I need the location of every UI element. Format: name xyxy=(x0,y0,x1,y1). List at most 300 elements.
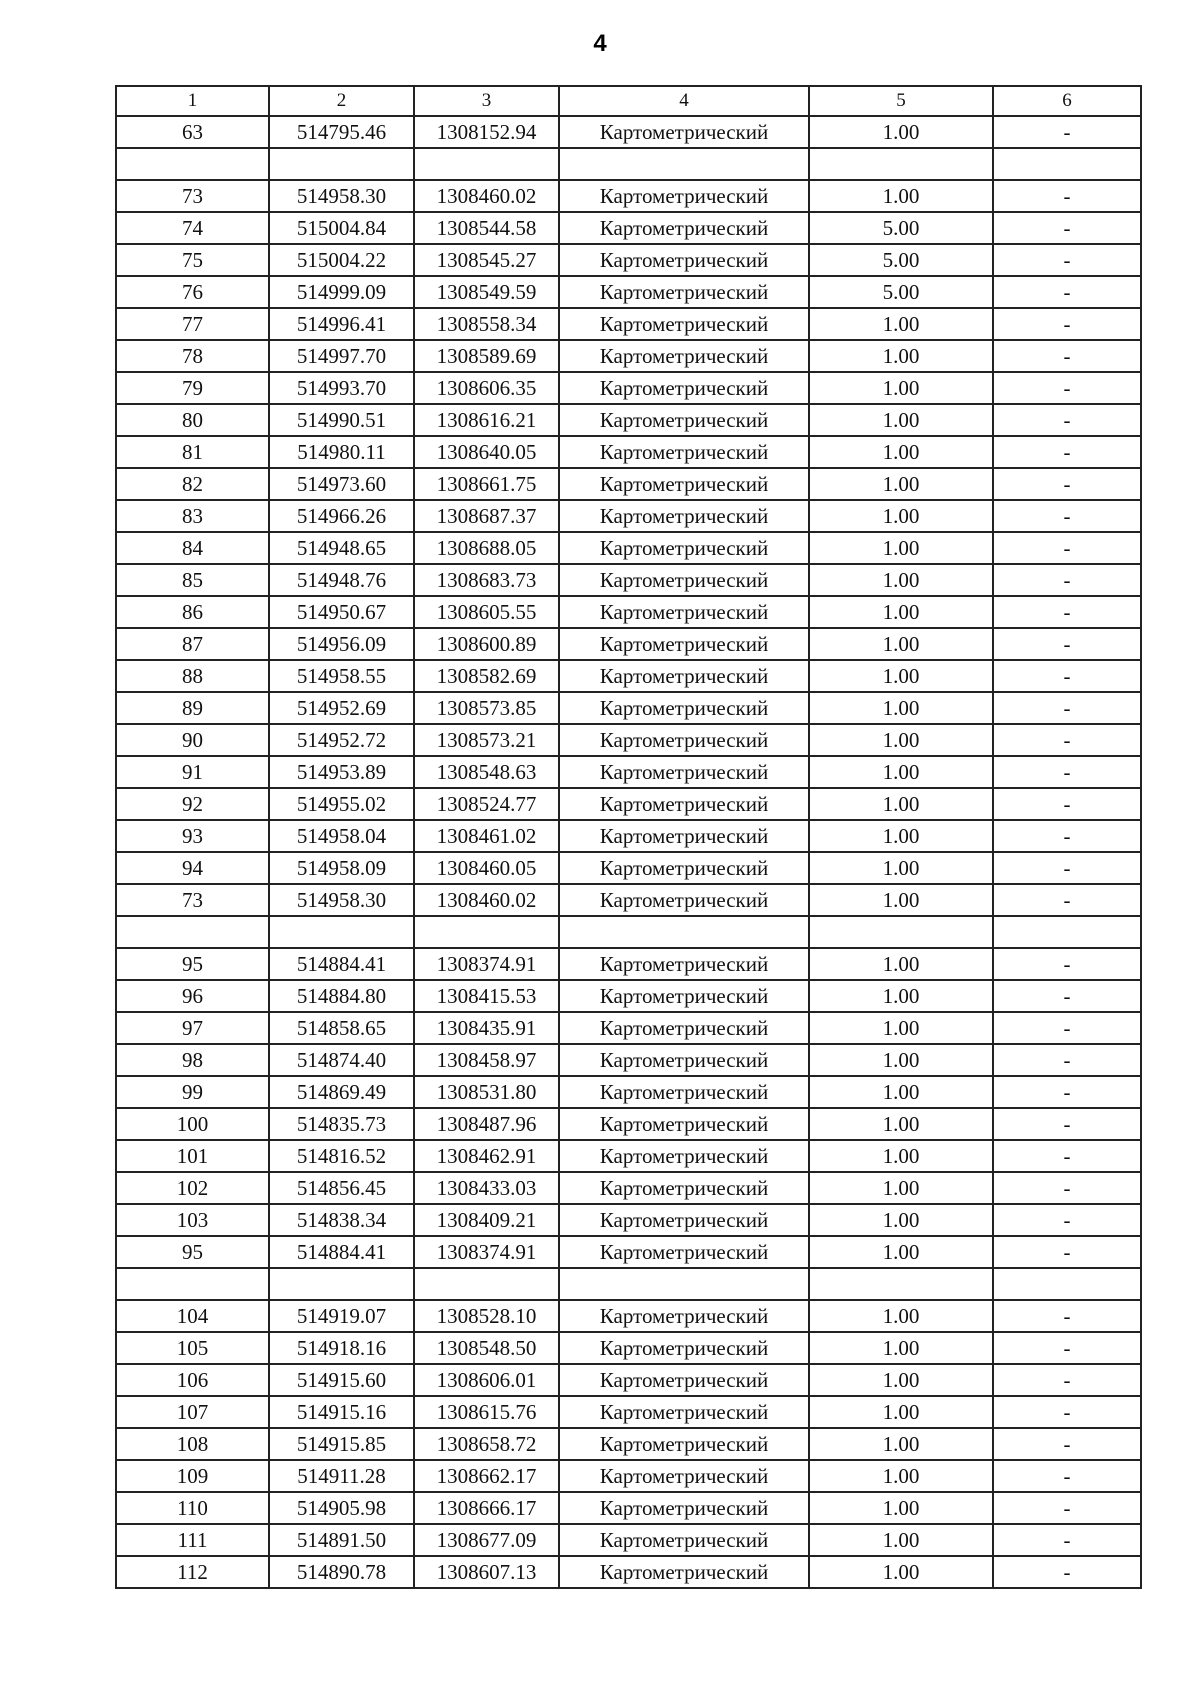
table-cell: Картометрический xyxy=(559,820,809,852)
table-cell: 74 xyxy=(116,212,269,244)
table-cell: 82 xyxy=(116,468,269,500)
table-cell: 514980.11 xyxy=(269,436,414,468)
table-cell: 1.00 xyxy=(809,1556,993,1588)
table-cell: 96 xyxy=(116,980,269,1012)
table-cell: 77 xyxy=(116,308,269,340)
table-cell: 514911.28 xyxy=(269,1460,414,1492)
table-cell: 75 xyxy=(116,244,269,276)
separator-row xyxy=(116,148,1141,180)
table-cell: 1.00 xyxy=(809,532,993,564)
table-cell: Картометрический xyxy=(559,1012,809,1044)
table-cell: 103 xyxy=(116,1204,269,1236)
table-cell: 107 xyxy=(116,1396,269,1428)
table-cell: Картометрический xyxy=(559,500,809,532)
table-cell: 514915.16 xyxy=(269,1396,414,1428)
column-header: 2 xyxy=(269,86,414,116)
table-cell: 5.00 xyxy=(809,276,993,308)
table-cell: - xyxy=(993,564,1141,596)
table-cell xyxy=(116,148,269,180)
table-cell: 87 xyxy=(116,628,269,660)
table-cell: Картометрический xyxy=(559,756,809,788)
table-cell: 1.00 xyxy=(809,500,993,532)
table-cell: 84 xyxy=(116,532,269,564)
table-cell: 514997.70 xyxy=(269,340,414,372)
table-cell: Картометрический xyxy=(559,308,809,340)
table-cell: 1308615.76 xyxy=(414,1396,559,1428)
table-cell: 1.00 xyxy=(809,628,993,660)
table-cell: 1308433.03 xyxy=(414,1172,559,1204)
table-cell: 1308528.10 xyxy=(414,1300,559,1332)
table-cell: 85 xyxy=(116,564,269,596)
table-cell: - xyxy=(993,1300,1141,1332)
table-row xyxy=(116,340,1141,372)
table-cell: 1.00 xyxy=(809,724,993,756)
table-cell: 1.00 xyxy=(809,852,993,884)
table-cell: 99 xyxy=(116,1076,269,1108)
table-cell: 109 xyxy=(116,1460,269,1492)
table-cell: 514884.41 xyxy=(269,1236,414,1268)
table-cell: - xyxy=(993,1044,1141,1076)
table-cell: Картометрический xyxy=(559,372,809,404)
table-cell xyxy=(559,916,809,948)
table-cell: 514869.49 xyxy=(269,1076,414,1108)
table-cell: Картометрический xyxy=(559,532,809,564)
table-cell: 1.00 xyxy=(809,948,993,980)
table-cell: - xyxy=(993,1364,1141,1396)
table-cell: 1308549.59 xyxy=(414,276,559,308)
table-cell: 514950.67 xyxy=(269,596,414,628)
table-cell: 514858.65 xyxy=(269,1012,414,1044)
table-cell: Картометрический xyxy=(559,1556,809,1588)
table-header-row xyxy=(116,86,1141,116)
table-cell: - xyxy=(993,692,1141,724)
table-cell: Картометрический xyxy=(559,1300,809,1332)
table-cell: 106 xyxy=(116,1364,269,1396)
table-cell: 1.00 xyxy=(809,788,993,820)
table-cell: 1308152.94 xyxy=(414,116,559,148)
table-row xyxy=(116,1012,1141,1044)
table-cell: Картометрический xyxy=(559,116,809,148)
table-cell: 514958.09 xyxy=(269,852,414,884)
table-cell: - xyxy=(993,532,1141,564)
table-cell: 1308531.80 xyxy=(414,1076,559,1108)
page-number: 4 xyxy=(593,30,607,57)
table-cell: Картометрический xyxy=(559,436,809,468)
table-cell: 1.00 xyxy=(809,1172,993,1204)
table-cell: 514890.78 xyxy=(269,1556,414,1588)
table-cell: 514891.50 xyxy=(269,1524,414,1556)
table-cell: Картометрический xyxy=(559,692,809,724)
table-cell: 514990.51 xyxy=(269,404,414,436)
table-cell: - xyxy=(993,1172,1141,1204)
table-cell: 514905.98 xyxy=(269,1492,414,1524)
table-cell: Картометрический xyxy=(559,852,809,884)
table-cell: 1308640.05 xyxy=(414,436,559,468)
table-cell: 515004.84 xyxy=(269,212,414,244)
table-cell: 514835.73 xyxy=(269,1108,414,1140)
table-cell: 1308600.89 xyxy=(414,628,559,660)
table-cell: 1308606.35 xyxy=(414,372,559,404)
table-cell: 1.00 xyxy=(809,692,993,724)
table-cell: Картометрический xyxy=(559,1236,809,1268)
table-cell: 73 xyxy=(116,884,269,916)
table-row xyxy=(116,1396,1141,1428)
table-row xyxy=(116,884,1141,916)
table-cell: 1.00 xyxy=(809,1076,993,1108)
table-cell: 95 xyxy=(116,1236,269,1268)
table-cell: 1.00 xyxy=(809,1364,993,1396)
table-row xyxy=(116,1044,1141,1076)
table-cell: 1308687.37 xyxy=(414,500,559,532)
table-cell: 514919.07 xyxy=(269,1300,414,1332)
table-cell: - xyxy=(993,724,1141,756)
table-cell: Картометрический xyxy=(559,884,809,916)
table-cell: 514958.30 xyxy=(269,884,414,916)
table-row xyxy=(116,1076,1141,1108)
table-cell: 108 xyxy=(116,1428,269,1460)
table-cell: 1.00 xyxy=(809,980,993,1012)
table-row xyxy=(116,1140,1141,1172)
table-cell: 1308524.77 xyxy=(414,788,559,820)
table-cell: 1308658.72 xyxy=(414,1428,559,1460)
table-cell: - xyxy=(993,340,1141,372)
table-row xyxy=(116,436,1141,468)
table-row xyxy=(116,852,1141,884)
table-row xyxy=(116,244,1141,276)
table-cell: 1308374.91 xyxy=(414,948,559,980)
table-cell: 101 xyxy=(116,1140,269,1172)
table-cell: 1308545.27 xyxy=(414,244,559,276)
table-cell: 1308460.02 xyxy=(414,180,559,212)
table-cell: 102 xyxy=(116,1172,269,1204)
table-cell: - xyxy=(993,596,1141,628)
table-cell: Картометрический xyxy=(559,1460,809,1492)
column-header: 5 xyxy=(809,86,993,116)
table-row xyxy=(116,660,1141,692)
table-cell: 92 xyxy=(116,788,269,820)
table-cell: - xyxy=(993,1332,1141,1364)
table-row xyxy=(116,276,1141,308)
table-cell: - xyxy=(993,1236,1141,1268)
table-cell: Картометрический xyxy=(559,948,809,980)
table-cell: 86 xyxy=(116,596,269,628)
table-cell: - xyxy=(993,1524,1141,1556)
table-row xyxy=(116,1172,1141,1204)
table-cell xyxy=(809,916,993,948)
table-cell: 1308589.69 xyxy=(414,340,559,372)
table-cell: 89 xyxy=(116,692,269,724)
table-cell: Картометрический xyxy=(559,1332,809,1364)
table-cell xyxy=(809,148,993,180)
table-cell: 514993.70 xyxy=(269,372,414,404)
table-cell xyxy=(559,1268,809,1300)
table-cell: 1.00 xyxy=(809,756,993,788)
table-cell: 514884.41 xyxy=(269,948,414,980)
table-cell: Картометрический xyxy=(559,404,809,436)
table-cell xyxy=(809,1268,993,1300)
table-cell: 514958.55 xyxy=(269,660,414,692)
table-row xyxy=(116,820,1141,852)
table-cell: 80 xyxy=(116,404,269,436)
table-cell xyxy=(993,148,1141,180)
table-cell: 1.00 xyxy=(809,884,993,916)
table-cell: 1308461.02 xyxy=(414,820,559,852)
table-cell: - xyxy=(993,1012,1141,1044)
column-header: 3 xyxy=(414,86,559,116)
table-cell: 1308677.09 xyxy=(414,1524,559,1556)
table-cell: Картометрический xyxy=(559,724,809,756)
table-cell xyxy=(993,1268,1141,1300)
table-body xyxy=(116,86,1141,1588)
table-cell: 1308458.97 xyxy=(414,1044,559,1076)
table-cell: - xyxy=(993,1492,1141,1524)
table-cell: 105 xyxy=(116,1332,269,1364)
table-cell: 515004.22 xyxy=(269,244,414,276)
table-cell: 514966.26 xyxy=(269,500,414,532)
table-cell: 1308683.73 xyxy=(414,564,559,596)
table-cell: 1.00 xyxy=(809,404,993,436)
table-cell: 514948.76 xyxy=(269,564,414,596)
table-cell: Картометрический xyxy=(559,244,809,276)
table-cell xyxy=(116,1268,269,1300)
table-cell: 1.00 xyxy=(809,1300,993,1332)
table-cell: - xyxy=(993,308,1141,340)
table-row xyxy=(116,788,1141,820)
table-cell: 514918.16 xyxy=(269,1332,414,1364)
table-cell: - xyxy=(993,1108,1141,1140)
table-cell: 1308607.13 xyxy=(414,1556,559,1588)
table-cell: 1.00 xyxy=(809,596,993,628)
table-cell: Картометрический xyxy=(559,1396,809,1428)
table-cell: - xyxy=(993,852,1141,884)
table-cell: 514952.69 xyxy=(269,692,414,724)
table-cell: 1308573.85 xyxy=(414,692,559,724)
table-cell: 73 xyxy=(116,180,269,212)
table-cell: Картометрический xyxy=(559,660,809,692)
table-cell: 1308409.21 xyxy=(414,1204,559,1236)
table-cell: 76 xyxy=(116,276,269,308)
table-cell: 1308435.91 xyxy=(414,1012,559,1044)
table-cell xyxy=(414,1268,559,1300)
table-cell: 1.00 xyxy=(809,116,993,148)
table-cell: 5.00 xyxy=(809,244,993,276)
table-cell: - xyxy=(993,1396,1141,1428)
table-cell: 1.00 xyxy=(809,1524,993,1556)
table-cell: - xyxy=(993,500,1141,532)
table-cell: 514948.65 xyxy=(269,532,414,564)
table-cell xyxy=(269,916,414,948)
table-cell: 88 xyxy=(116,660,269,692)
table-cell xyxy=(269,1268,414,1300)
table-row xyxy=(116,1492,1141,1524)
table-cell: 514956.09 xyxy=(269,628,414,660)
table-cell: - xyxy=(993,436,1141,468)
table-cell xyxy=(993,916,1141,948)
table-cell: 104 xyxy=(116,1300,269,1332)
table-row xyxy=(116,1300,1141,1332)
table-cell: 1308374.91 xyxy=(414,1236,559,1268)
table-cell: Картометрический xyxy=(559,1428,809,1460)
table-cell: - xyxy=(993,276,1141,308)
table-cell: 1308548.50 xyxy=(414,1332,559,1364)
table-cell: 100 xyxy=(116,1108,269,1140)
table-cell: Картометрический xyxy=(559,1140,809,1172)
table-row xyxy=(116,372,1141,404)
table-cell: 111 xyxy=(116,1524,269,1556)
table-cell xyxy=(559,148,809,180)
table-cell: 1.00 xyxy=(809,372,993,404)
table-cell: - xyxy=(993,884,1141,916)
table-cell: - xyxy=(993,404,1141,436)
table-cell: 94 xyxy=(116,852,269,884)
table-cell: - xyxy=(993,1556,1141,1588)
table-cell: - xyxy=(993,1460,1141,1492)
table-cell: 514816.52 xyxy=(269,1140,414,1172)
table-cell: Картометрический xyxy=(559,180,809,212)
table-cell: 1308487.96 xyxy=(414,1108,559,1140)
table-cell: Картометрический xyxy=(559,1076,809,1108)
table-row xyxy=(116,116,1141,148)
table-cell: - xyxy=(993,788,1141,820)
table-cell: - xyxy=(993,980,1141,1012)
table-row xyxy=(116,692,1141,724)
table-cell: 514953.89 xyxy=(269,756,414,788)
table-cell: - xyxy=(993,1204,1141,1236)
table-cell: - xyxy=(993,628,1141,660)
table-cell: 1308460.05 xyxy=(414,852,559,884)
table-cell: - xyxy=(993,180,1141,212)
table-cell xyxy=(269,148,414,180)
column-header: 6 xyxy=(993,86,1141,116)
table-cell: 514999.09 xyxy=(269,276,414,308)
table-cell: - xyxy=(993,1140,1141,1172)
table-cell: 1308606.01 xyxy=(414,1364,559,1396)
table-cell: 1308544.58 xyxy=(414,212,559,244)
table-row xyxy=(116,1524,1141,1556)
table-row xyxy=(116,1364,1141,1396)
table-cell: 1.00 xyxy=(809,1332,993,1364)
table-cell xyxy=(414,916,559,948)
table-row xyxy=(116,596,1141,628)
table-cell: - xyxy=(993,1076,1141,1108)
table-cell: - xyxy=(993,212,1141,244)
table-cell: 1308558.34 xyxy=(414,308,559,340)
table-cell: 1.00 xyxy=(809,436,993,468)
table-cell: 1308661.75 xyxy=(414,468,559,500)
table-cell: 514856.45 xyxy=(269,1172,414,1204)
table-cell: - xyxy=(993,468,1141,500)
table-row xyxy=(116,980,1141,1012)
separator-row xyxy=(116,1268,1141,1300)
table-cell: Картометрический xyxy=(559,1172,809,1204)
table-row xyxy=(116,628,1141,660)
table-cell: 514795.46 xyxy=(269,116,414,148)
table-cell: 1308616.21 xyxy=(414,404,559,436)
table-row xyxy=(116,468,1141,500)
table-cell: 1308415.53 xyxy=(414,980,559,1012)
table-cell: 1.00 xyxy=(809,660,993,692)
table-cell: 1.00 xyxy=(809,340,993,372)
table-cell: 1.00 xyxy=(809,1140,993,1172)
table-cell: 1308605.55 xyxy=(414,596,559,628)
table-cell: 91 xyxy=(116,756,269,788)
table-row xyxy=(116,404,1141,436)
table-cell: - xyxy=(993,948,1141,980)
table-cell: Картометрический xyxy=(559,276,809,308)
table-cell: 1.00 xyxy=(809,1204,993,1236)
table-cell: 1.00 xyxy=(809,1396,993,1428)
table-cell: 514838.34 xyxy=(269,1204,414,1236)
table-cell: 1308666.17 xyxy=(414,1492,559,1524)
table-cell: 93 xyxy=(116,820,269,852)
table-cell: - xyxy=(993,116,1141,148)
coordinates-table xyxy=(115,85,1142,1589)
separator-row xyxy=(116,916,1141,948)
table-cell xyxy=(116,916,269,948)
table-cell: 110 xyxy=(116,1492,269,1524)
table-row xyxy=(116,1236,1141,1268)
table-cell: 514884.80 xyxy=(269,980,414,1012)
table-cell: 1.00 xyxy=(809,1044,993,1076)
table-cell: 514973.60 xyxy=(269,468,414,500)
table-row xyxy=(116,948,1141,980)
table-cell: 95 xyxy=(116,948,269,980)
table-row xyxy=(116,1332,1141,1364)
table-row xyxy=(116,1556,1141,1588)
table-cell: Картометрический xyxy=(559,564,809,596)
table-cell: 1.00 xyxy=(809,308,993,340)
table-cell: 112 xyxy=(116,1556,269,1588)
table-cell: - xyxy=(993,372,1141,404)
table-cell: Картометрический xyxy=(559,1524,809,1556)
table-cell: 1.00 xyxy=(809,820,993,852)
table-cell: 90 xyxy=(116,724,269,756)
table-row xyxy=(116,500,1141,532)
table-cell: Картометрический xyxy=(559,1204,809,1236)
table-cell: 514915.60 xyxy=(269,1364,414,1396)
table-cell: 1308582.69 xyxy=(414,660,559,692)
table-cell: - xyxy=(993,660,1141,692)
table-cell: 1308573.21 xyxy=(414,724,559,756)
table-cell: Картометрический xyxy=(559,340,809,372)
table-cell: 514874.40 xyxy=(269,1044,414,1076)
table-cell: Картометрический xyxy=(559,212,809,244)
table-cell: 1.00 xyxy=(809,1428,993,1460)
table-row xyxy=(116,180,1141,212)
table-cell: 98 xyxy=(116,1044,269,1076)
table-cell: 1.00 xyxy=(809,180,993,212)
table-cell: 83 xyxy=(116,500,269,532)
table-cell: Картометрический xyxy=(559,980,809,1012)
table-cell: Картометрический xyxy=(559,788,809,820)
table-row xyxy=(116,564,1141,596)
table-cell: 1.00 xyxy=(809,1012,993,1044)
table-row xyxy=(116,212,1141,244)
table-cell: - xyxy=(993,820,1141,852)
table-cell: 1.00 xyxy=(809,1108,993,1140)
table-cell: 81 xyxy=(116,436,269,468)
table-cell: 1.00 xyxy=(809,1492,993,1524)
table-cell xyxy=(414,148,559,180)
table-cell: 5.00 xyxy=(809,212,993,244)
table-cell: 514952.72 xyxy=(269,724,414,756)
table-cell: 514955.02 xyxy=(269,788,414,820)
table-row xyxy=(116,756,1141,788)
table-cell: 1308662.17 xyxy=(414,1460,559,1492)
table-cell: 97 xyxy=(116,1012,269,1044)
table-cell: 514958.04 xyxy=(269,820,414,852)
table-row xyxy=(116,1428,1141,1460)
